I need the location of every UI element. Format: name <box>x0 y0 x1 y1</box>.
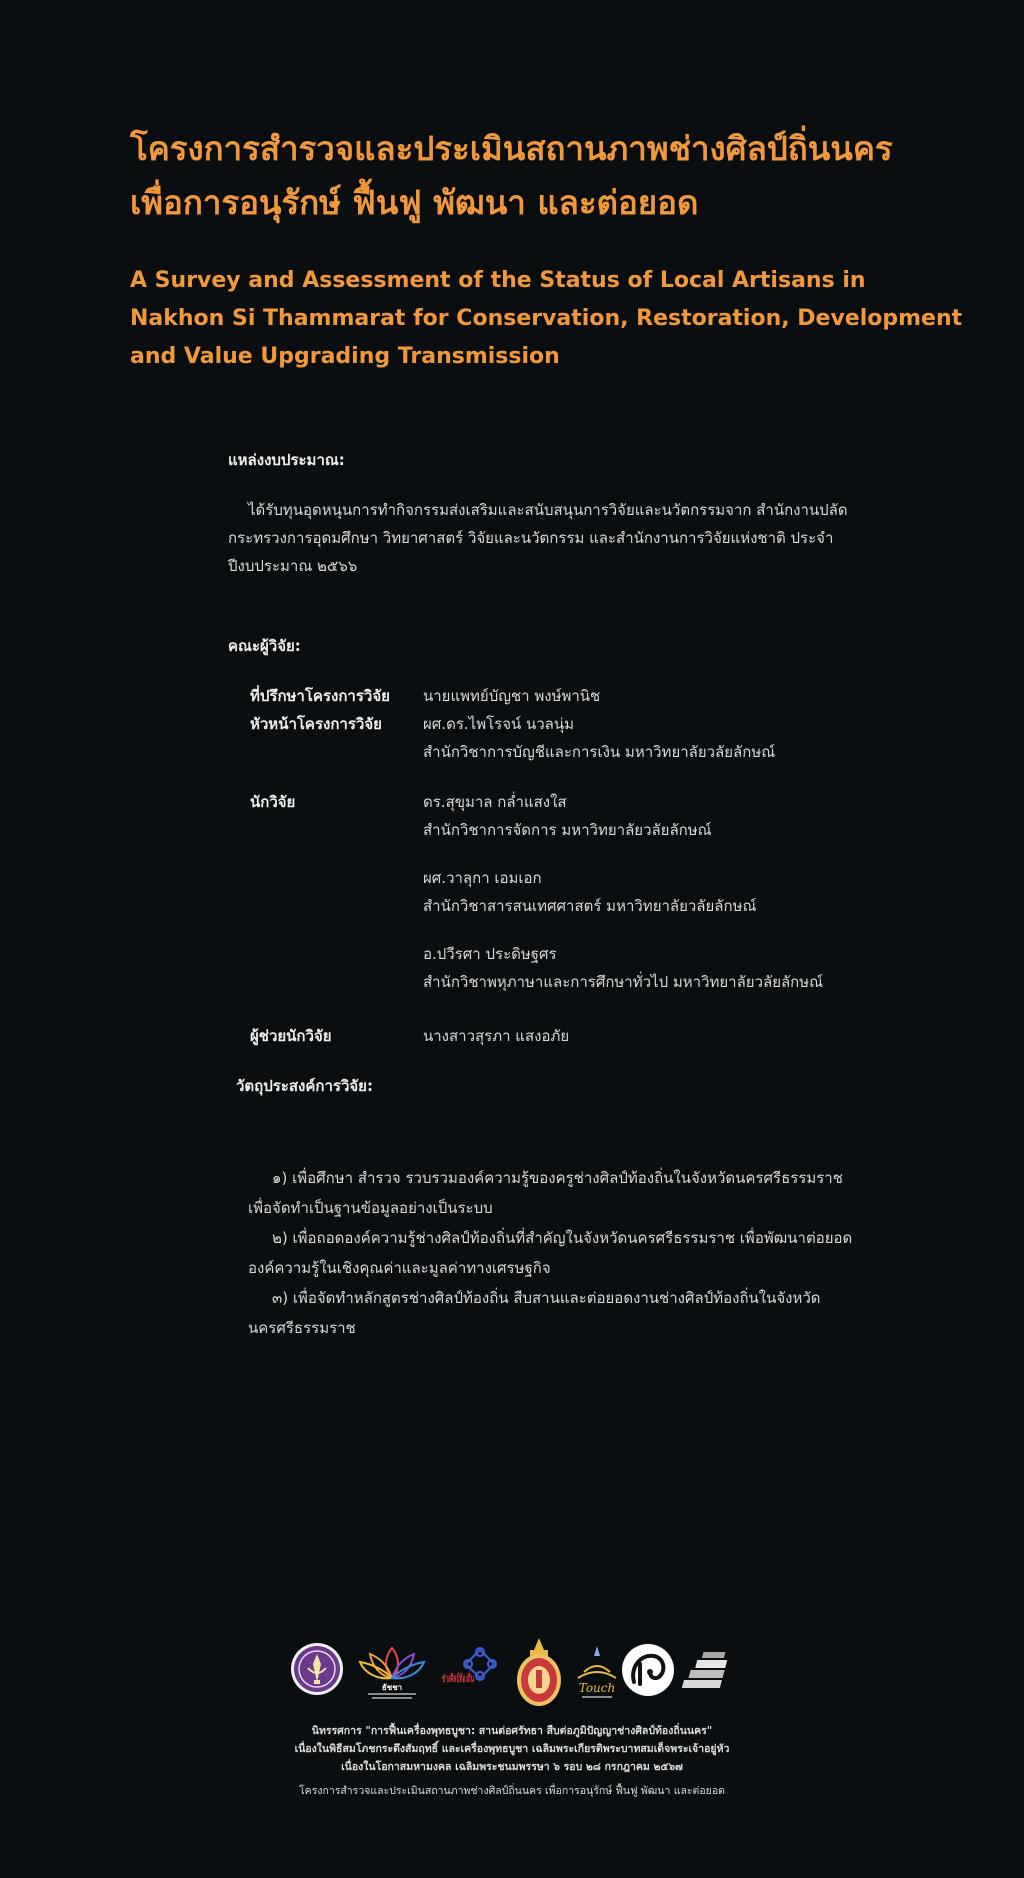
thai-title-line-2: เพื่อการอนุรักษ์ ฟื้นฟู พัฒนา และต่อยอด <box>130 183 699 222</box>
funding-label: แหล่งงบประมาณ: <box>228 451 345 469</box>
thatchanakorn-logo-icon <box>574 1642 620 1704</box>
english-title-line-1: A Survey and Assessment of the Status of Local Artisans in <box>130 268 866 293</box>
head-role: หัวหน้าโครงการวิจัย <box>250 715 382 733</box>
objective-line-4: องค์ความรู้ในเชิงคุณค่าและมูลค่าทางเศรษฐกิจ <box>248 1259 551 1277</box>
footer-line-2: เนื่องในพิธีสมโภชกระดึงสัมฤทธิ์ และเครื่องพุทธบูชา เฉลิมพระเกียรติพระบาทสมเด็จพระเจ้าอยู่หัว <box>294 1743 730 1755</box>
local-art-logo-icon <box>440 1642 516 1704</box>
assistant-name: นางสาวสุรภา แสงอภัย <box>423 1027 570 1045</box>
local-art-logo-text: ช่างศิลป์ท้องถิ่น <box>442 1672 516 1685</box>
advisor-role: ที่ปรึกษาโครงการวิจัย <box>250 687 390 705</box>
english-title-line-2: Nakhon Si Thammarat for Conservation, Restoration, Development <box>130 306 963 331</box>
researcher-affiliation: สำนักวิชาสารสนเทศศาสตร์ มหาวิทยาลัยวลัยลักษณ์ <box>423 897 757 915</box>
researcher-name: ดร.สุขุมาล กล่ำแสงใส <box>423 793 567 811</box>
researcher-role: นักวิจัย <box>250 793 296 811</box>
researcher-block-2 <box>423 864 756 920</box>
researcher-affiliation: สำนักวิชาพหุภาษาและการศึกษาทั่วไป มหาวิทยาลัยวลัยลักษณ์ <box>423 973 824 991</box>
footer-line-3: เนื่องในโอกาสมหามงคล เฉลิมพระชนมพรรษา ๖ รอบ ๒๘ กรกฎาคม ๒๕๖๗ <box>341 1761 683 1773</box>
thai-title-line-1: โครงการสำรวจและประเมินสถานภาพช่างศิลป์ถิ่นนคร <box>130 129 893 168</box>
researcher-name: อ.ปวีรศา ประดิษฐศร <box>423 945 557 963</box>
assistant-role: ผู้ช่วยนักวิจัย <box>250 1027 332 1045</box>
funding-line-2: กระทรวงการอุดมศึกษา วิทยาศาสตร์ วิจัยและนวัตกรรม และสำนักงานการวิจัยแห่งชาติ ประจำ <box>228 529 834 547</box>
english-title-line-3: and Value Upgrading Transmission <box>130 344 560 369</box>
partner-logos <box>290 1642 736 1712</box>
head-name: ผศ.ดร.ไพโรจน์ นวลนุ่ม <box>423 715 575 733</box>
researcher-block-3 <box>423 940 823 996</box>
assistant-block <box>423 1022 569 1050</box>
thai-title <box>130 122 990 230</box>
objectives-label: วัตถุประสงค์การวิจัย: <box>236 1077 373 1095</box>
objective-line-6: นครศรีธรรมราช <box>248 1319 356 1337</box>
books-icon <box>688 1650 736 1698</box>
walailak-emblem-icon <box>514 1636 564 1708</box>
circle-emblem-icon <box>620 1642 676 1698</box>
researcher-block-1 <box>423 788 712 844</box>
objective-line-3: ๒) เพื่อถอดองค์ความรู้ช่างศิลป์ท้องถิ่นที่สำคัญในจังหวัดนครศรีธรรมราช เพื่อพัฒนาต่อยอด <box>272 1229 853 1247</box>
head-affiliation: สำนักวิชาการบัญชีและการเงิน มหาวิทยาลัยวลัยลักษณ์ <box>423 743 776 761</box>
english-title <box>130 262 1010 376</box>
funding-line-1: ได้รับทุนอุดหนุนการทำกิจกรรมส่งเสริมและสนับสนุนการวิจัยและนวัตกรรมจาก สำนักงานปลัด <box>248 501 848 519</box>
team-label: คณะผู้วิจัย: <box>228 637 301 655</box>
head-block <box>423 710 775 766</box>
objective-line-2: เพื่อจัดทำเป็นฐานข้อมูลอย่างเป็นระบบ <box>248 1199 493 1217</box>
thatchanakorn-logo-text: Touch <box>578 1681 616 1695</box>
university-seal-icon <box>290 1642 344 1696</box>
researcher-affiliation: สำนักวิชาการจัดการ มหาวิทยาลัยวลัยลักษณ์ <box>423 821 712 839</box>
footer-line-4: โครงการสำรวจและประเมินสถานภาพช่างศิลป์ถิ่นนคร เพื่อการอนุรักษ์ ฟื้นฟู พัฒนา และต่อยอด <box>299 1785 725 1797</box>
advisor-name-block <box>423 682 600 710</box>
lotus-logo-text: ธัชชา <box>381 1683 403 1692</box>
objective-line-5: ๓) เพื่อจัดทำหลักสูตรช่างศิลป์ท้องถิ่น สืบสานและต่อยอดงานช่างศิลป์ท้องถิ่นในจังหวัด <box>272 1289 821 1307</box>
advisor-name: นายแพทย์บัญชา พงษ์พานิช <box>423 687 601 705</box>
lotus-logo-icon <box>356 1642 428 1700</box>
objective-line-1: ๑) เพื่อศึกษา สำรวจ รวบรวมองค์ความรู้ของครูช่างศิลป์ท้องถิ่นในจังหวัดนครศรีธรรมราช <box>272 1169 843 1187</box>
footer-line-1: นิทรรศการ "การฟื้นเครื่องพุทธบูชา: สานต่อศรัทธา สืบต่อภูมิปัญญาช่างศิลป์ท้องถิ่นนคร" <box>311 1725 713 1737</box>
objectives-text <box>248 1163 852 1343</box>
funding-line-3: ปีงบประมาณ ๒๕๖๖ <box>228 557 358 575</box>
funding-text <box>228 496 848 580</box>
researcher-name: ผศ.วาลุกา เอมเอก <box>423 869 542 887</box>
